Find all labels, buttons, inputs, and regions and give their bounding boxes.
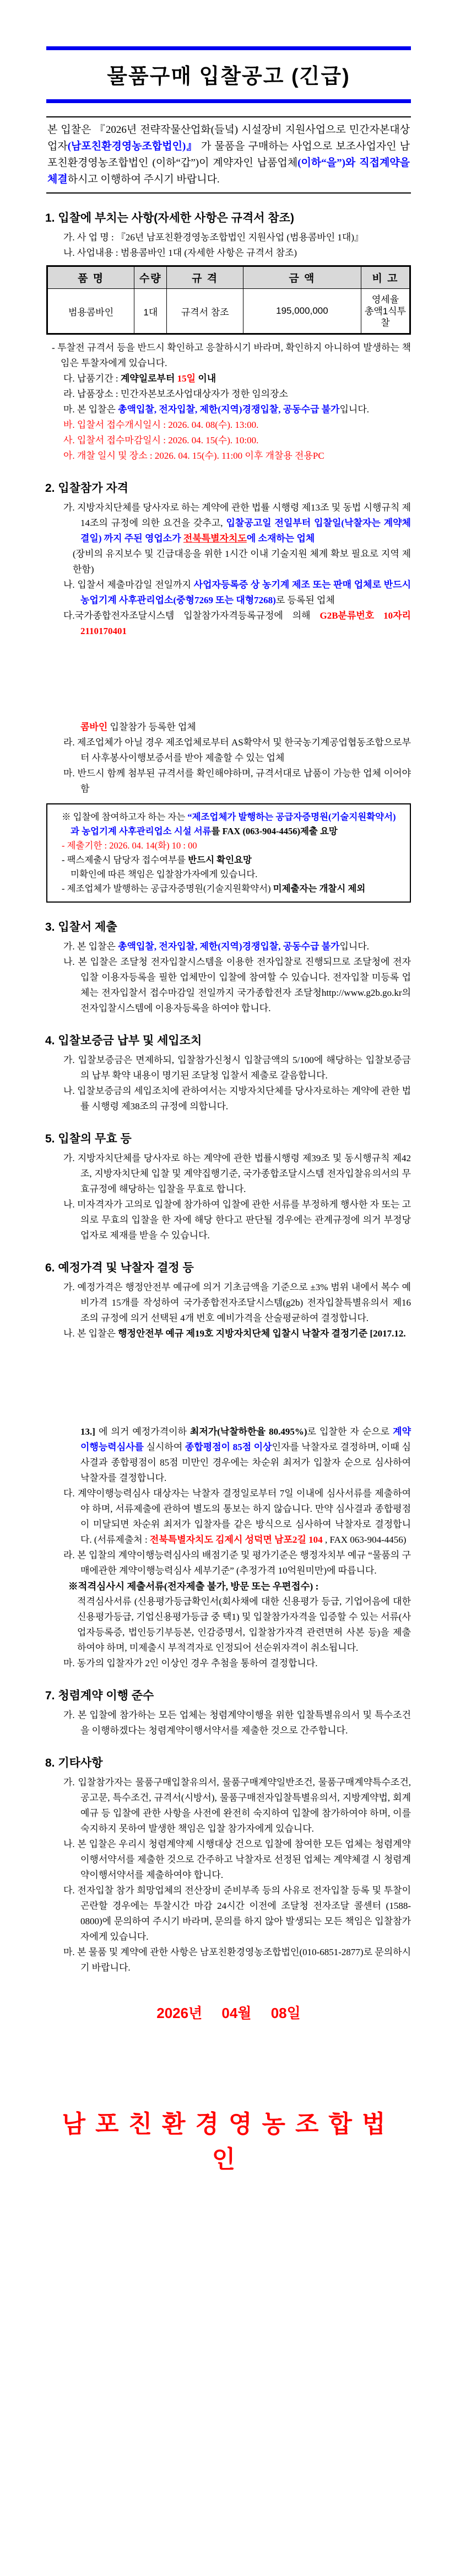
items-table	[46, 265, 411, 335]
sec1-item-ra: 라. 납품장소 : 민간자본보조사업대상자가 정한 임의장소	[63, 389, 288, 399]
sec4-item-ga: 가. 입찰보증금은 면제하되, 입찰참가신청시 입찰금액의 5/100에 해당하는 입찰보증금의 납부 확약 내용이 명기된 조달청 입찰서 제출로 갈음합니다.	[63, 1055, 411, 1081]
table-row	[47, 289, 410, 334]
column-header-qty: 수량	[134, 266, 167, 289]
fax-submission-notice-box	[46, 803, 411, 903]
sec8-item-na: 나. 본 입찰은 우리시 청렴계약제 시행대상 건으로 입찰에 참여한 모든 업체는 청렴계약이행서약서를 제출한 것으로 간주하고 낙찰자로 선정된 업체는 계약체결 시 청렴계약이행서약서를 제출하여야 합니다.	[63, 1839, 411, 1880]
sec6-na-continued	[46, 1424, 411, 1486]
sec2-da-continued-text: 입찰참가 등록한 업체	[107, 722, 196, 732]
notice-l5-text: - 제조업체가 발행하는 공급자증명원(기술지원확약서)	[62, 883, 273, 894]
sec1-item-ma	[46, 402, 411, 417]
column-header-spec: 규 격	[167, 266, 243, 289]
table-caution-note: - 투찰전 규격서 등을 반드시 확인하고 응찰하시기 바라며, 확인하지 아니하여 발생하는 책임은 투찰자에게 있습니다.	[52, 342, 411, 368]
sec6-na2-text1: 에 의거 예정가격이하	[95, 1426, 190, 1437]
sec7-item-ga: 가. 본 입찰에 참가하는 모든 업체는 청렴계약이행을 위한 입찰특별유의서 및 특수조건을 이행하겠다는 청렴계약이행서약서를 제출한 것으로 간주합니다.	[63, 1710, 411, 1736]
notice-line-4: 미확인에 따른 책임은 입찰참가자에게 있습니다.	[71, 869, 258, 879]
column-header-name: 품 명	[47, 266, 134, 289]
sec1-da-label: 다. 납품기간 :	[63, 373, 121, 384]
sec6-na-text: 나. 본 입찰은	[63, 1328, 118, 1339]
title-divider-top	[46, 46, 411, 50]
sec6-na2-text4: 인자를 낙찰자로 결정하며, 이때 심사결과 종합평점이 85점 미만인 경우에는 차순위 최저가 입찰자 순으로 심사하여 낙찰자를 결정합니다.	[80, 1442, 411, 1483]
notice-l1-highlight: “제조업체가 발행하는 공급자증명원(기술지원확약서)과 농업기계 사후관리업소 시설 서류	[71, 812, 396, 836]
sec2-ga-highlight1: 입찰공고일 전일부터 입찰일(낙찰자는 계약체결일) 까지 주된 영업소가	[80, 518, 411, 544]
sec6-qualification-docs-heading: ※적격심사시 제출서류(전자제출 불가, 방문 또는 우편접수) :	[68, 1581, 319, 1592]
sec3-ga-end: 입니다.	[339, 941, 370, 952]
sec2-da-g2b-code: G2B분류번호 10자리2110170401	[80, 610, 411, 636]
section-6-heading: 6. 예정가격 및 낙찰자 결정 등	[45, 1262, 194, 1274]
cell-spec: 규격서 참조	[167, 289, 243, 334]
sec1-da-deadline: 15일	[177, 373, 196, 384]
sec3-item-na: 나. 본 입찰은 조달청 전자입찰시스템을 이용한 전자입찰로 진행되므로 조달청에 전자입찰 이용자등록을 필한 업체만이 입찰에 참여할 수 있습니다. 전자입찰 미등록 업체는 전자입찰서 접수마감일 전일까지 국가종합전자 조달청http://www.g2b.go.kr의 전자입찰시스템에 이용자등록을 하여야 합니다.	[63, 957, 411, 1013]
sec6-item-ga: 가. 예정가격은 행정안전부 예규에 의거 기초금액을 기준으로 ±3% 범위 내에서 복수 예비가격 15개를 작성하여 국가종합전자조달시스템(g2b) 전자입찰특별유의서 제16조의 규정에 의거 선택된 4개 번호 예비가격을 산술평균하여 결정합니다.	[63, 1282, 411, 1323]
sec1-item-na: 나. 사업내용 : 범용콤바인 1대 (자세한 사항은 규격서 참조)	[63, 248, 297, 258]
notice-l1-fax: 를 FAX (063-904-4456)제출 요망	[211, 826, 338, 836]
notice-line-1	[54, 810, 403, 839]
sec6-da-address: 전북특별자치도 김제시 성덕면 남포2길 104	[149, 1534, 325, 1545]
sec2-ga-text: 가. 지방자치단체를 당사자로 하는 계약에 관한 법률 시행령 제13조 및 동법 시행규칙 제14조의 규정에 의한 요건을 갖추고,	[63, 502, 411, 528]
sec8-item-ma: 마. 본 물품 및 계약에 관한 사항은 남포친환경영농조합법인(010-6851-2877)로 문의하시기 바랍니다.	[63, 1947, 411, 1973]
sec2-ga-parenthetical: (장비의 유지보수 및 긴급대응을 위한 1시간 이내 기술지원 체계 확보 필요로 지역 제한함)	[73, 549, 411, 575]
column-header-amount: 금 액	[243, 266, 361, 289]
sec6-na2-capability-review: 계약이행능력심사를	[80, 1426, 411, 1452]
sec5-item-ga: 가. 지방자치단체를 당사자로 하는 계약에 관한 법률시행령 제39조 및 동시행규칙 제42조, 지방자치단체 입찰 및 계약집행기준, 국가종합조달시스템 전자입찰유의서의 무효규정에 해당하는 입찰을 무효로 합니다.	[63, 1153, 411, 1194]
sec8-item-da: 다. 전자입찰 참가 희망업체의 전산장비 준비부족 등의 사유로 전자입찰 등록 및 투찰이 곤란할 경우에는 투찰시간 마감 24시간 이전에 조달청 전자조달 콜센터 (1588-0800)에 문의하여 주시기 바라며, 문의를 하지 않아 발생되는 모든 책임은 입찰참가자에게 있습니다.	[63, 1885, 411, 1942]
sec1-item-ba-bid-open-datetime: 바. 입찰서 접수개시일시 : 2026. 04. 08(수). 13:00.	[63, 420, 259, 430]
notice-l3-bold: 반드시 확인요망	[188, 855, 252, 865]
title-divider-bottom	[46, 99, 411, 103]
cell-note-line2: 총액1식투찰	[364, 305, 407, 328]
sec1-ma-highlight: 총액입찰, 전자입찰, 제한(지역)경쟁입찰, 공동수급 불가	[118, 404, 340, 415]
notice-l3-text: - 팩스제출시 담당자 접수여부를	[62, 855, 188, 865]
sec2-item-ga	[46, 500, 411, 546]
sec6-na2-score-threshold: 종합평점이 85점 이상	[185, 1442, 272, 1452]
organization-name: 남포친환경영농조합법인	[62, 2111, 396, 2173]
intro-text-1: 본 입찰은 『2026년 전략작물산업화(들녘) 시설장비 지원사업으로 민간자본대상업자	[47, 124, 410, 152]
sec6-item-ra: 라. 본 입찰의 계약이행능력심사의 배점기준 및 평가기준은 행정자치부 예규 “물품의 구매에관한 계약이행능력심사 세부기준” (추정가격 10억원미만)에 따릅니다.	[63, 1550, 411, 1576]
sec1-item-ga: 가. 사 업 명 : 『26년 남포친환경영농조합법인 지원사업 (범용콤바인 1대)』	[63, 232, 364, 243]
cell-note-line1: 영세율	[371, 294, 399, 305]
sec1-item-sa-bid-close-datetime: 사. 입찰서 접수마감일시 : 2026. 04. 15(수). 10:00.	[63, 435, 259, 446]
section-7-heading: 7. 청렴계약 이행 준수	[45, 1689, 154, 1702]
notice-line-3	[54, 853, 403, 867]
announcement-date: 2026년 04월 08일	[156, 2005, 301, 2021]
section-8-heading: 8. 기타사항	[45, 1757, 103, 1769]
sec6-qualification-docs-body: 적격심사서류 (신용평가등급확인서(회사채에 대한 신용평가 등급, 기업어음에 대한 신용평가등급, 기업신용평가등급 중 택1) 및 입찰참가자격을 입증할 수 있는 서류(사업자등록증, 법인등기부등본, 인감증명서, 입찰참가자격 관련면허 사본 등)을 제출하여야 하며, 미제출시 부적격자로 인정되어 선순위자격이 취소됩니다.	[77, 1596, 411, 1653]
notice-deadline-line: - 제출기한 : 2026. 04. 14(화) 10 : 00	[62, 840, 197, 851]
intro-text-2: 가 물품을 구매하는 사업으로 보조사업자인 남포친환경영농조합법인 (이하“갑”)이 계약자인 납품업체	[47, 141, 410, 169]
sec1-da-bold1: 계약일로부터	[120, 373, 177, 384]
sec8-item-ga: 가. 입찰참가자는 물품구매입찰유의서, 물품구매계약일반조건, 물품구매계약특수조건, 공고문, 특수조건, 규격서(시방서), 물품구매전자입찰특별유의서, 지방계약법, 회계예규 등 입찰에 관한 사항을 사전에 완전히 숙지하여 입찰에 참가하여야 하며, 이를 숙지하지 못하여 발생한 책임은 입찰 참가자에게 있습니다.	[63, 1777, 411, 1834]
sec2-ga-highlight2: 에 소재하는 업체	[246, 533, 315, 544]
sec3-ga-text: 가. 본 입찰은	[63, 941, 118, 952]
section-5-heading: 5. 입찰의 무효 등	[45, 1133, 132, 1145]
sec1-ma-end: 입니다.	[339, 404, 370, 415]
sec6-da-text1: 다. 계약이행능력심사 대상자는 낙찰자 결정일로부터 7일 이내에 심사서류를 제출하여야 하며, 서류제출에 관하여 별도의 통보는 하지 않습니다. 만약 심사결과 종합평점이 미달되면 차순위 최저가 입찰자를 같은 방식으로 심사하여 낙찰자로 결정합니다. (서류제출처 :	[63, 1488, 411, 1545]
document-title: 물품구매 입찰공고 (긴급)	[107, 65, 350, 88]
section-2-heading: 2. 입찰참가 자격	[45, 482, 128, 495]
notice-l1-text: ※ 입찰에 참여하고자 하는 자는	[62, 812, 188, 822]
sec2-na-highlight: 사업자등록증 상 농기계 제조 또는 판매 업체로 반드시 농업기계 사후관리업소(중형7269 또는 대형7268)	[80, 579, 411, 605]
sec1-ma-text: 마. 본 입찰은	[63, 404, 118, 415]
intro-text-3: 하시고 이행하여 주시기 바랍니다.	[67, 174, 220, 185]
cell-qty: 1대	[134, 289, 167, 334]
sec6-na-rule-reference: 행정안전부 예규 제19호 지방자치단체 입찰시 낙찰자 결정기준 [2017.12.	[118, 1328, 406, 1339]
sec5-item-na: 나. 미자격자가 고의로 입찰에 참가하여 입찰에 관한 서류를 부정하게 행사한 자 또는 고의로 무효의 입찰을 한 자에 해당 한다고 판단될 경우에는 관계규정에 의거 부정당업자로 제재를 받을 수 있습니다.	[63, 1199, 411, 1241]
sec1-item-ah-opening-datetime: 아. 개찰 일시 및 장소 : 2026. 04. 15(수). 11:00 이후 개찰용 전용PC	[63, 450, 324, 461]
sec6-item-na	[46, 1326, 411, 1341]
sec3-ga-highlight: 총액입찰, 전자입찰, 제한(지역)경쟁입찰, 공동수급 불가	[118, 941, 340, 952]
section-1-heading: 1. 입찰에 부치는 사항(자세한 사항은 규격서 참조)	[45, 212, 294, 224]
sec1-da-bold2: 이내	[196, 373, 216, 384]
sec6-da-text2: , FAX 063-904-4456)	[324, 1534, 407, 1545]
cell-amount: 195,000,000	[243, 289, 361, 334]
sec6-item-ma: 마. 동가의 입찰자가 2인 이상인 경우 추첨을 통하여 결정합니다.	[63, 1658, 318, 1668]
sec6-na2-lowest-rate: 최저가(낙찰하한율 80.495%)	[189, 1426, 307, 1437]
cell-note	[361, 289, 410, 334]
section-4-heading: 4. 입찰보증금 납부 및 세입조치	[45, 1034, 202, 1047]
sec1-item-da	[46, 371, 411, 387]
sec2-item-ma: 마. 반드시 함께 첨부된 규격서를 확인해야하며, 규격서대로 납품이 가능한 업체 이어야 함	[63, 768, 411, 794]
section-3-heading: 3. 입찰서 제출	[45, 921, 117, 933]
column-header-note: 비 고	[361, 266, 410, 289]
sec3-item-ga	[46, 939, 411, 954]
intro-contract-highlight: (이하“을”)와 직접계약을 체결	[47, 157, 410, 185]
intro-paragraph	[46, 116, 411, 194]
cell-item-name: 범용콤바인	[47, 289, 134, 334]
intro-org-highlight: (남포친환경영농조합법인)』	[67, 141, 198, 152]
sec6-na2-text3: 실시하여	[143, 1442, 185, 1452]
notice-line-5	[54, 882, 403, 896]
sec6-item-da	[46, 1486, 411, 1548]
sec2-na-text: 나. 입찰서 제출마감일 전일까지	[63, 579, 194, 590]
sec2-na-end: 로 등록된 업체	[275, 595, 335, 605]
sec2-da-text: 다.국가종합전자조달시스템 입찰참가자격등록규정에 의해	[63, 610, 320, 621]
sec6-na2-text2: 로 입찰한 자 순으로	[307, 1426, 393, 1437]
sec2-item-da	[46, 608, 411, 639]
sec2-da-combine-highlight: 콤바인	[80, 722, 108, 732]
sec2-da-continued	[46, 720, 411, 735]
page-break-gap-2	[46, 1341, 411, 1424]
page-break-gap-1	[46, 639, 411, 720]
sec2-ga-region-underlined: 전북특별자치도	[183, 533, 247, 544]
sec2-item-na	[46, 577, 411, 608]
table-header-row	[47, 266, 410, 289]
sec4-item-na: 나. 입찰보증금의 세입조치에 관하여서는 지방자치단체를 당사자로하는 계약에 관한 법률 시행령 제38조의 규정에 의합니다.	[63, 1086, 411, 1112]
sec2-item-ra: 라. 제조업체가 아닐 경우 제조업체로부터 AS확약서 및 한국농기계공업협동조합으로부터 사후봉사이행보증서를 받아 제출할 수 있는 업체	[63, 737, 411, 763]
notice-l5-bold: 미제출자는 개찰시 제외	[273, 883, 366, 894]
sec6-na2-bold1: 13.]	[80, 1426, 95, 1437]
